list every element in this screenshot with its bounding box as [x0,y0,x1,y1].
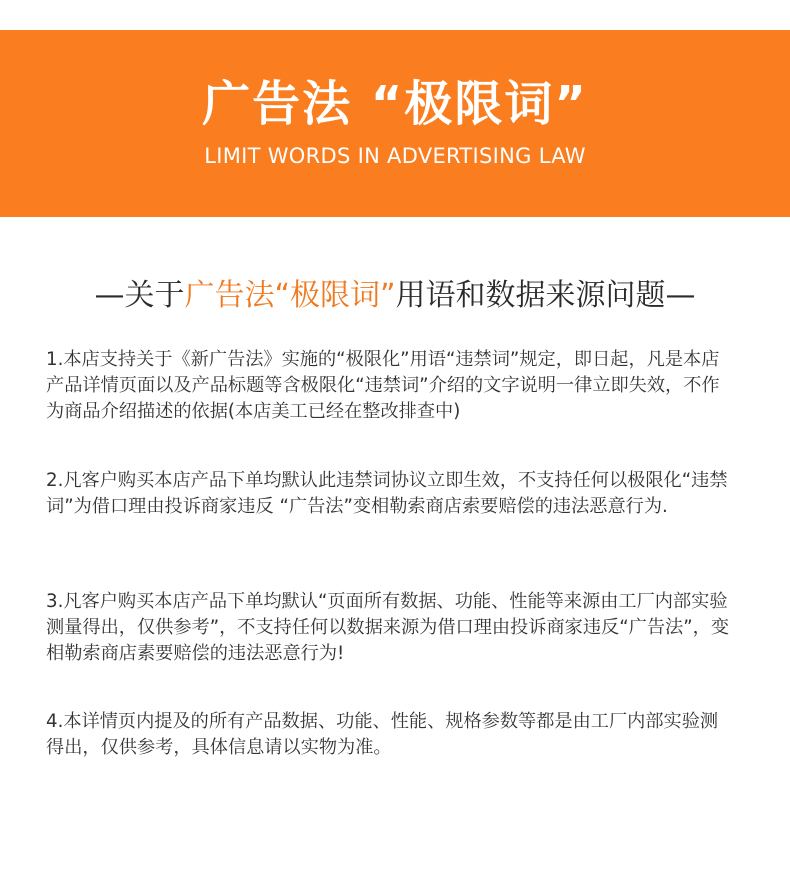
header-banner [0,30,790,217]
notice-paragraph-1: 1.本店支持关于《新广告法》实施的“极限化”用语“违禁词”规定，即日起，凡是本店产品详情页面以及产品标题等含极限化“违禁词”介绍的文字说明一律立即失效，不作为商品介绍描述的依据(本店美工已经在整改排查中) [46,349,720,422]
banner-title: 广告法 “极限词” [202,76,588,132]
section-heading [0,276,790,316]
banner-subtitle: LIMIT WORDS IN ADVERTISING LAW [204,144,586,168]
heading-accent: 广告法“极限词” [184,278,396,313]
notice-paragraph-2: 2.凡客户购买本店产品下单均默认此违禁词协议立即生效，不支持任何以极限化“违禁词”为借口理由投诉商家违反 “广告法”变相勒索商店索要赔偿的违法恶意行为. [46,470,728,517]
heading-suffix: 用语和数据来源问题— [395,278,696,313]
notice-paragraph-3: 3.凡客户购买本店产品下单均默认“页面所有数据、功能、性能等来源由工厂内部实验测量得出，仅供参考”，不支持任何以数据来源为借口理由投诉商家违反“广告法”，变相勒索商店素要赔偿的违法恶意行为! [46,591,730,664]
heading-prefix: —关于 [94,278,185,313]
notice-paragraph-4: 4.本详情页内提及的所有产品数据、功能、性能、规格参数等都是由工厂内部实验测得出，仅供参考，具体信息请以实物为准。 [46,711,719,758]
